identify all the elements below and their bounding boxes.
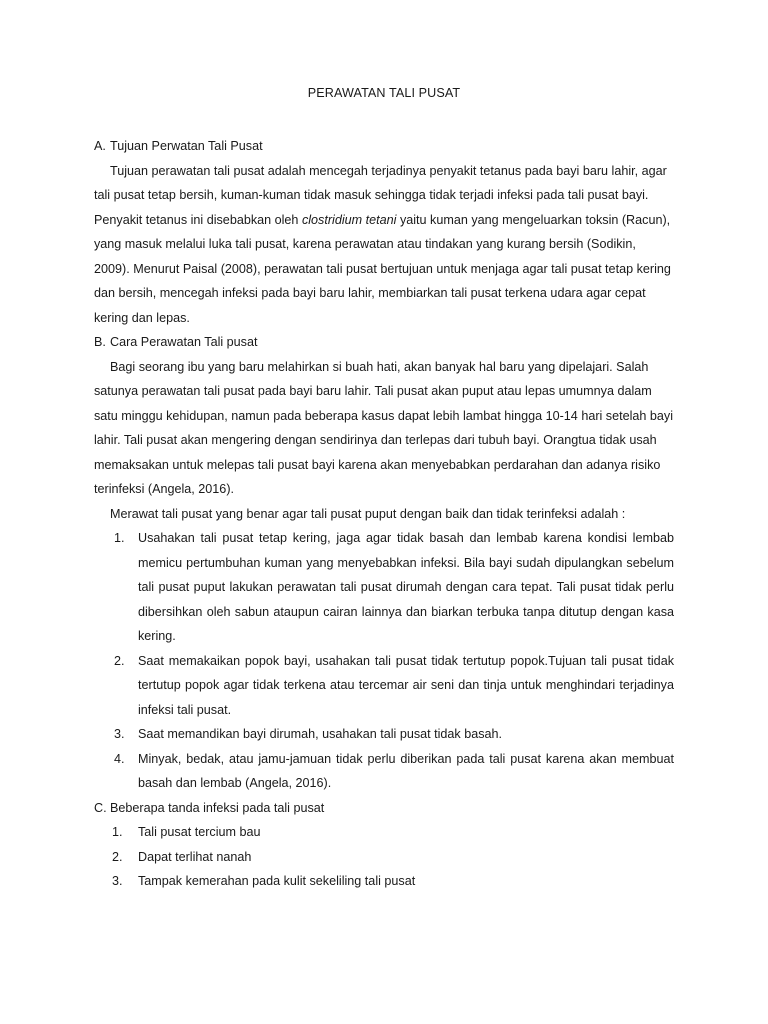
section-a-paragraph-text-1: Tujuan perawatan tali pusat adalah mencegah terjadinya penyakit tetanus pada bayi baru lahir, agar tali pusat tetap bersih, kuman-kuman tidak masuk sehingga tidak terjadi infeksi pada tali pusat bayi. Penyakit tetanus ini disebabkan oleh [94,163,667,227]
section-a-paragraph-text-2: yaitu kuman yang mengeluarkan toksin (Racun), yang masuk melalui luka tali pusat, karena perawatan atau tindakan yang kurang bersih (Sodikin, 2009). Menurut Paisal (2008), perawatan tali pusat bertujuan untuk menjaga agar tali pusat tetap kering dan bersih, mencegah infeksi pada bayi baru lahir, membiarkan tali pusat terkena udara agar cepat kering dan lepas. [94,212,671,325]
section-a-letter: A. [94,139,106,153]
list-item [94,747,674,796]
section-a-italic-term: clostridium tetani [301,212,397,227]
section-b-heading [94,330,674,355]
document-title: PERAWATAN TALI PUSAT [307,86,461,100]
list-item-number: 1. [114,531,125,545]
list-item-text: Tampak kemerahan pada kulit sekeliling tali pusat [138,874,416,888]
list-item-number: 2. [114,653,125,668]
list-item-text: Dapat terlihat nanah [138,849,252,864]
list-item-text: Usahakan tali pusat tetap kering, jaga agar tidak basah dan lembab karena kondisi lembab memicu pertumbuhan kuman yang menyebabkan infeksi. Bila bayi sudah dipulangkan sebelum tali pusat puput lakukan perawatan tali pusat dirumah dengan cara tepat. Tali pusat tidak perlu dibersihkan oleh sabun ataupun cairan lainnya dan biarkan terbuka tanpa ditutup dengan kasa kering. [138,531,674,643]
list-item [94,845,674,870]
section-b-paragraph-2: Merawat tali pusat yang benar agar tali pusat puput dengan baik dan tidak terinfeksi adalah : [110,506,626,521]
section-a-heading [94,134,674,159]
section-b-paragraph-1: Bagi seorang ibu yang baru melahirkan si buah hati, akan banyak hal baru yang dipelajari. Salah satunya perawatan tali pusat pada bayi baru lahir. Tali pusat akan puput atau lepas umumnya dalam satu minggu kehidupan, namun pada beberapa kasus dapat lebih lambat hingga 10-14 hari setelah bayi lahir. Tali pusat akan mengering dengan sendirinya dan terlepas dari tubuh bayi. Orangtua tidak usah memaksakan untuk melepas tali pusat bayi karena akan menyebabkan perdarahan dan adanya risiko terinfeksi (Angela, 2016). [94,359,674,496]
section-b-list [94,526,674,796]
list-item-number: 4. [114,751,125,766]
list-item-number: 3. [112,874,123,888]
list-item-text: Minyak, bedak, atau jamu-jamuan tidak perlu diberikan pada tali pusat karena akan membuat basah dan lembab (Angela, 2016). [138,751,674,790]
section-c-title: Beberapa tanda infeksi pada tali pusat [110,800,325,815]
list-item [94,649,674,723]
list-item [94,869,674,894]
list-item-text: Tali pusat tercium bau [138,825,261,839]
section-c-letter: C. [94,800,107,815]
section-c-heading [94,796,674,821]
list-item-number: 1. [112,825,123,839]
section-b-title: Cara Perawatan Tali pusat [110,335,258,349]
list-item [94,526,674,649]
list-item-text: Saat memandikan bayi dirumah, usahakan tali pusat tidak basah. [138,727,503,741]
list-item-number: 3. [114,727,125,741]
section-a-paragraph [94,159,674,331]
list-item [94,820,674,845]
section-a-title: Tujuan Perwatan Tali Pusat [110,139,263,153]
list-item-text: Saat memakaikan popok bayi, usahakan tali pusat tidak tertutup popok.Tujuan tali pusat tidak tertutup popok agar tidak terkena atau tercemar air seni dan tinja untuk menghindari terjadinya infeksi tali pusat. [138,653,674,717]
list-item [94,722,674,747]
list-item-number: 2. [112,849,123,864]
section-b-letter: B. [94,335,106,349]
section-c-list [94,820,674,894]
document-body [94,134,674,894]
